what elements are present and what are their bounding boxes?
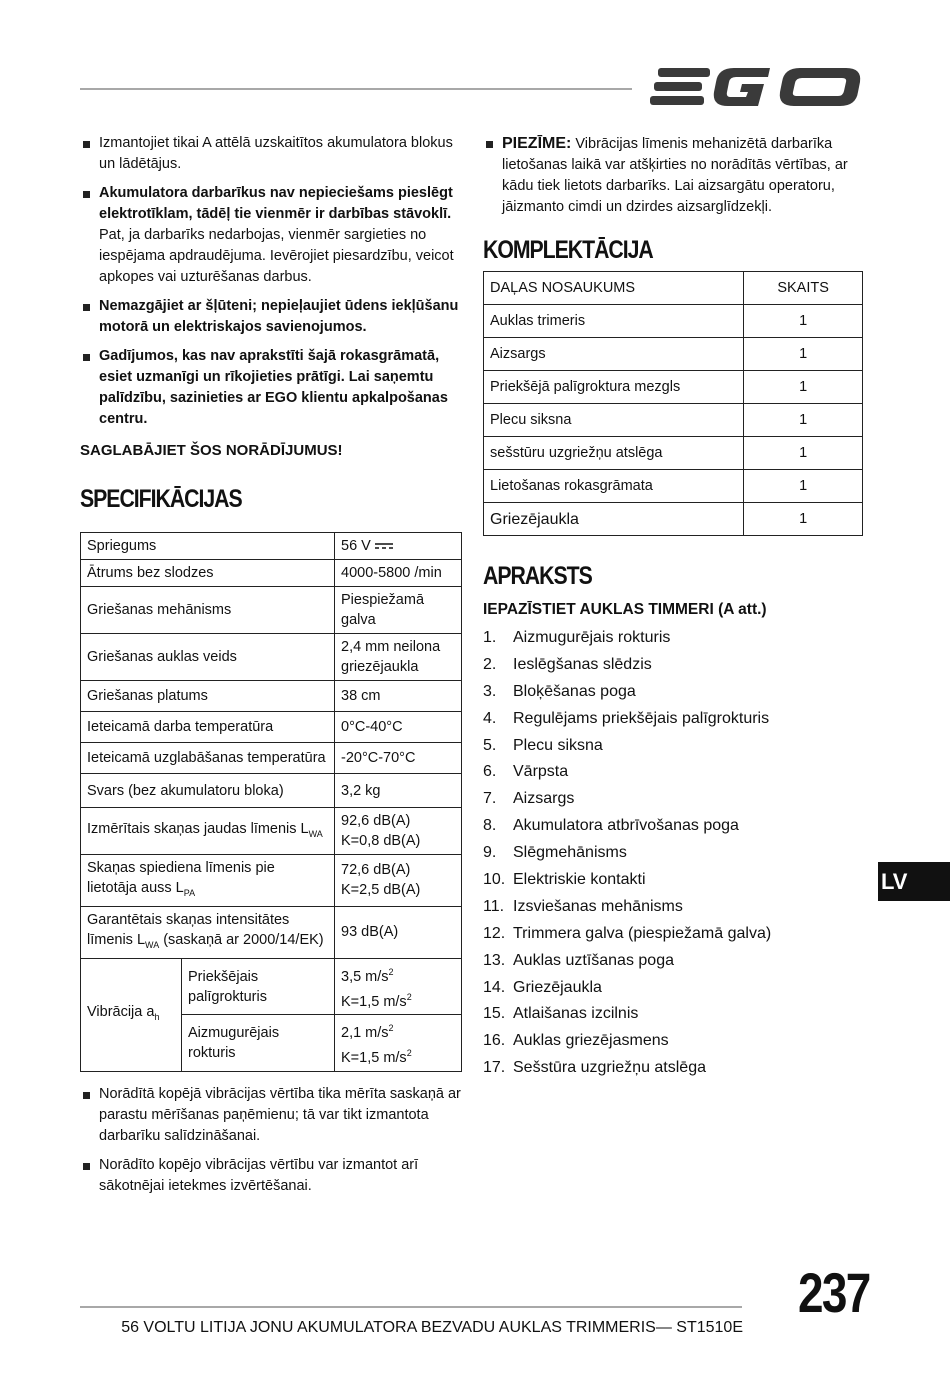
- list-item: PIEZĪME: Vibrācijas līmenis mehanizētā darbarīka lietošanas laikā var atšķirties no norādītās vērtības, ar kādu tiek lietots darbarīks. Lai aizsargātu operatoru, jāizmanto cimdi un dzirdes aizsarglīdzekļi.: [483, 133, 863, 218]
- list-item-number: 1.: [483, 628, 497, 646]
- table-row: Ieteicamā darba temperatūra 0°C-40°C: [81, 712, 462, 743]
- table-row: Griezējaukla 1: [484, 503, 863, 536]
- footer-rule: [80, 1306, 742, 1308]
- list-item-label: Elektriskie kontakti: [513, 870, 646, 888]
- table-row: Spriegums 56 V: [81, 533, 462, 560]
- list-item: [483, 920, 863, 947]
- list-item-number: 6.: [483, 763, 497, 781]
- list-item-label: Vārpsta: [513, 763, 569, 781]
- list-item: Norādīto kopējo vibrācijas vērtību var izmantot arī sākotnējai ietekmes izvērtēšanai.: [80, 1155, 462, 1197]
- list-item: [483, 651, 863, 678]
- list-item-number: 16.: [483, 1032, 506, 1050]
- list-item-label: Atlaišanas izcilnis: [513, 1005, 639, 1023]
- list-item-label: Akumulatora atbrīvošanas poga: [513, 817, 739, 835]
- description-subheading: IEPAZĪSTIET AUKLAS TIMMERI (A att.): [483, 601, 767, 618]
- list-item: [483, 947, 863, 974]
- list-item-label: Griezējaukla: [513, 978, 602, 996]
- list-item: [483, 839, 863, 866]
- list-item-label: Trimmera galva (piespiežamā galva): [513, 924, 772, 942]
- table-row: Lietošanas rokasgrāmata 1: [484, 470, 863, 503]
- list-item-number: 12.: [483, 924, 506, 942]
- list-item-number: 9.: [483, 844, 497, 862]
- list-item: [483, 624, 863, 651]
- save-notice: SAGLABĀJIET ŠOS NORĀDĪJUMUS!: [80, 442, 343, 459]
- table-row: Ieteicamā uzglabāšanas temperatūra -20°C-70°C: [81, 743, 462, 774]
- list-item: [483, 1000, 863, 1027]
- dc-symbol-icon: [375, 542, 393, 550]
- list-item-label: Bloķēšanas poga: [513, 682, 636, 700]
- spec-heading: SPECIFIKĀCIJAS: [80, 485, 242, 513]
- list-item-label: Slēgmehānisms: [513, 844, 627, 862]
- list-item: [483, 678, 863, 705]
- table-row: Izmērītais skaņas jaudas līmenis $L_{WA}$ 92,6 dB(A) K=0,8 dB(A): [81, 808, 462, 855]
- list-item-number: 17.: [483, 1059, 506, 1077]
- list-item-number: 3.: [483, 682, 497, 700]
- list-item-number: 7.: [483, 790, 497, 808]
- list-item: [483, 974, 863, 1001]
- list-item-number: 5.: [483, 736, 497, 754]
- list-item-number: 4.: [483, 709, 497, 727]
- list-item-label: Aizsargs: [513, 790, 575, 808]
- footer-title: 56 VOLTU LITIJA JONU AKUMULATORA BEZVADU AUKLAS TRIMMERIS— ST1510E: [121, 1319, 743, 1336]
- table-row: Garantētais skaņas intensitātes līmenis $L_{WA}$ (saskaņā ar 2000/14/EK) 93 dB(A): [81, 906, 462, 958]
- table-row: Skaņas spiediena līmenis pie lietotāja auss $L_{PA}$ 72,6 dB(A) K=2,5 dB(A): [81, 855, 462, 907]
- table-row: Griešanas mehānisms Piespiežamā galva: [81, 587, 462, 634]
- parts-list: [483, 624, 863, 1081]
- list-item-number: 10.: [483, 870, 506, 888]
- note-list: [483, 133, 863, 218]
- table-row: Priekšējā palīgroktura mezgls 1: [484, 371, 863, 404]
- right-column: [483, 133, 863, 1081]
- table-row: Griešanas platums 38 cm: [81, 681, 462, 712]
- list-item-label: Aizmugurējais rokturis: [513, 628, 671, 646]
- list-item: [483, 1027, 863, 1054]
- list-item: [483, 705, 863, 732]
- safety-list: [80, 133, 462, 430]
- header-rule: [80, 88, 632, 90]
- table-header-row: DAĻAS NOSAUKUMS SKAITS: [484, 272, 863, 305]
- language-tab: LV: [878, 862, 950, 901]
- list-item: [483, 893, 863, 920]
- list-item-label: Plecu siksna: [513, 736, 603, 754]
- left-column: [80, 133, 462, 1205]
- kit-heading: KOMPLEKTĀCIJA: [483, 236, 653, 264]
- list-item-number: 8.: [483, 817, 497, 835]
- list-item: [483, 866, 863, 893]
- list-item: [483, 785, 863, 812]
- table-row: Svars (bez akumulatoru bloka) 3,2 kg: [81, 774, 462, 808]
- list-item: Akumulatora darbarīkus nav nepieciešams pieslēgt elektrotīklam, tādēļ tie vienmēr ir darbības stāvoklī. Pat, ja darbarīks nedarbojas, vienmēr sargieties no iespējama apdraudējuma. Ievērojiet piesardzību, veicot apkopes vai uzturēšanas darbus.: [80, 183, 462, 288]
- table-row: Aizmugurējais rokturis 2,1 $m/s^2$ K=1,5 $m/s^2$: [81, 1015, 462, 1072]
- vibration-notes: [80, 1084, 462, 1197]
- list-item-label: Regulējams priekšējais palīgrokturis: [513, 709, 770, 727]
- list-item-number: 14.: [483, 978, 506, 996]
- table-row: Auklas trimeris 1: [484, 305, 863, 338]
- table-row: Aizsargs 1: [484, 338, 863, 371]
- table-row: Vibrācija $a_h$ Priekšējais palīgrokturis 3,5 $m/s^2$ K=1,5 $m/s^2$: [81, 958, 462, 1015]
- list-item-label: Izsviešanas mehānisms: [513, 897, 683, 915]
- list-item-number: 13.: [483, 951, 506, 969]
- list-item: [483, 758, 863, 785]
- table-row: Ātrums bez slodzes 4000-5800 /min: [81, 560, 462, 587]
- table-row: Griešanas auklas veids 2,4 mm neilona griezējaukla: [81, 634, 462, 681]
- list-item-label: Auklas griezējasmens: [513, 1032, 669, 1050]
- spec-table: [80, 532, 462, 1072]
- list-item-number: 2.: [483, 655, 497, 673]
- page-number: 237: [798, 1261, 870, 1324]
- table-row: sešstūru uzgriežņu atslēga 1: [484, 437, 863, 470]
- list-item-label: Auklas uztīšanas poga: [513, 951, 674, 969]
- table-row: Plecu siksna 1: [484, 404, 863, 437]
- kit-table: [483, 271, 863, 536]
- description-heading: APRAKSTS: [483, 562, 592, 590]
- list-item: [483, 1054, 863, 1081]
- list-item: Nemazgājiet ar šļūteni; nepieļaujiet ūdens iekļūšanu motorā un elektriskajos savienojumos.: [80, 296, 462, 338]
- list-item-number: 11.: [483, 897, 505, 915]
- ego-logo: [650, 62, 862, 112]
- list-item-label: Sešstūra uzgriežņu atslēga: [513, 1059, 706, 1077]
- list-item: Izmantojiet tikai A attēlā uzskaitītos akumulatora blokus un lādētājus.: [80, 133, 462, 175]
- list-item: [483, 812, 863, 839]
- list-item: Gadījumos, kas nav aprakstīti šajā rokasgrāmatā, esiet uzmanīgi un rīkojieties prātīgi. Lai saņemtu palīdzību, sazinieties ar EGO klientu apkalpošanas centru.: [80, 346, 462, 430]
- list-item: [483, 732, 863, 759]
- list-item-number: 15.: [483, 1005, 506, 1023]
- list-item-label: Ieslēgšanas slēdzis: [513, 655, 652, 673]
- list-item: Norādītā kopējā vibrācijas vērtība tika mērīta saskaņā ar parastu mērīšanas paņēmienu; tā var tikt izmantota darbarīku salīdzināšanai.: [80, 1084, 462, 1147]
